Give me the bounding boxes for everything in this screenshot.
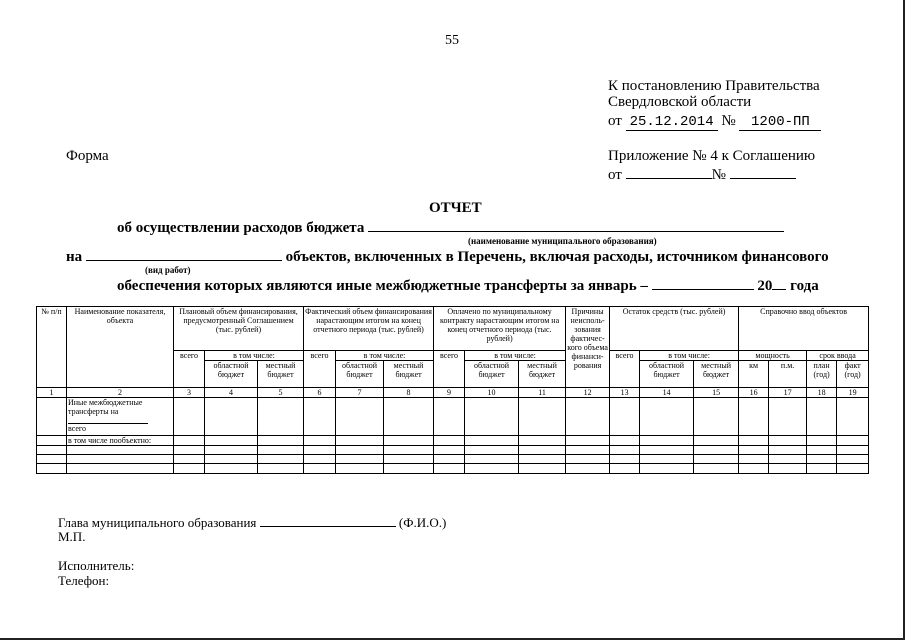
report-line-1-text: об осуществлении расходов бюджета (117, 220, 365, 236)
col-num-10: 10 (465, 388, 519, 398)
rest-total: всего (610, 351, 640, 388)
header-plan: Плановый объем финансирования, предусмотренный Соглашением (тыс. рублей) (174, 307, 304, 351)
report-line-1 (117, 219, 784, 237)
col-num-3: 3 (174, 388, 205, 398)
col-num-5: 5 (258, 388, 304, 398)
header-num: № п/п (37, 307, 67, 388)
appendix-date-blank (626, 166, 712, 179)
phone-label: Телефон: (58, 573, 110, 588)
paid-local: местный бюджет (519, 361, 566, 388)
ref-km: км (739, 361, 769, 388)
report-line-3 (117, 277, 819, 295)
col-num-14: 14 (640, 388, 694, 398)
year-prefix: 20 (757, 278, 773, 294)
by-object-label: в том числе пообъектно: (67, 436, 174, 446)
report-table (36, 306, 869, 474)
resolution-number-label: № (721, 113, 736, 129)
paid-incl: в том числе: (465, 351, 566, 361)
col-num-1: 1 (37, 388, 67, 398)
column-numbers-row (37, 388, 869, 398)
resolution-line-1: К постановлению Правительства (608, 78, 820, 94)
work-type-caption: (вид работ) (145, 265, 191, 275)
col-num-19: 19 (837, 388, 869, 398)
fact-incl: в том числе: (336, 351, 434, 361)
col-num-12: 12 (566, 388, 610, 398)
report-line-2-text: объектов, включенных в Перечень, включая расходы, источником финансового (285, 249, 829, 265)
paid-total: всего (434, 351, 465, 388)
table-row (37, 398, 869, 436)
appendix-number-label: № (711, 167, 726, 183)
ref-fact-year: факт (год) (837, 361, 869, 388)
ref-pm: п.м. (769, 361, 807, 388)
fio-label: (Ф.И.О.) (398, 515, 447, 530)
table-row (37, 436, 869, 446)
report-line-3-text: обеспечения которых являются иные межбюджетные трансферты за январь – (117, 278, 648, 294)
header-fact: Фактический объем финансирования нарастающим итогом на конец отчетного периода (тыс. рублей) (304, 307, 434, 351)
col-num-6: 6 (304, 388, 336, 398)
header-paid: Оплачено по муниципальному контракту нарастающим итогом на конец отчетного периода (тыс. рублей) (434, 307, 566, 351)
ref-deadline: срок ввода (807, 351, 869, 361)
transfers-blank (68, 416, 148, 424)
col-num-7: 7 (336, 388, 384, 398)
plan-regional: областной бюджет (205, 361, 258, 388)
report-line-2 (66, 248, 829, 266)
col-num-15: 15 (694, 388, 739, 398)
form-label: Форма (66, 148, 109, 164)
year-blank (772, 277, 786, 290)
report-title: ОТЧЕТ (429, 200, 482, 216)
executor-label: Исполнитель: (58, 558, 135, 573)
col-num-11: 11 (519, 388, 566, 398)
resolution-date-line (608, 113, 821, 131)
table-row (37, 464, 869, 474)
ref-plan-year: план (год) (807, 361, 837, 388)
fact-local: местный бюджет (384, 361, 434, 388)
report-line-2-prefix: на (66, 249, 83, 265)
resolution-line-2: Свердловской области (608, 94, 752, 110)
table-row (37, 455, 869, 464)
head-signature-line (58, 514, 446, 531)
header-reasons: Причины неисполь-зования фактичес-кого объема финанси-рования (566, 307, 610, 388)
page-number: 55 (445, 33, 459, 48)
ref-capacity: мощность (739, 351, 807, 361)
paid-regional: областной бюджет (465, 361, 519, 388)
rest-incl: в том числе: (640, 351, 739, 361)
col-num-9: 9 (434, 388, 465, 398)
stamp-label: М.П. (58, 529, 86, 544)
transfers-cell (67, 398, 174, 436)
year-suffix: года (790, 278, 819, 294)
row-total-label: всего (68, 424, 87, 433)
table-row (37, 446, 869, 455)
header-name: Наименование показателя, объекта (67, 307, 174, 388)
col-num-8: 8 (384, 388, 434, 398)
rest-regional: областной бюджет (640, 361, 694, 388)
rest-local: местный бюджет (694, 361, 739, 388)
header-rest: Остаток средств (тыс. рублей) (610, 307, 739, 351)
appendix-from-label: от (608, 167, 622, 183)
col-num-13: 13 (610, 388, 640, 398)
transfers-label: Иные межбюджетные трансферты на (68, 398, 143, 416)
col-num-2: 2 (67, 388, 174, 398)
col-num-18: 18 (807, 388, 837, 398)
plan-total: всего (174, 351, 205, 388)
appendix-date-line (608, 166, 796, 184)
municipality-caption: (наименование муниципального образования) (468, 236, 657, 246)
col-num-16: 16 (739, 388, 769, 398)
month-blank (652, 277, 754, 290)
municipality-blank (368, 219, 784, 232)
fact-regional: областной бюджет (336, 361, 384, 388)
resolution-from-label: от (608, 113, 622, 129)
header-reference: Справочно ввод объектов (739, 307, 869, 351)
plan-incl: в том числе: (205, 351, 304, 361)
appendix-number-blank (730, 166, 796, 179)
col-num-4: 4 (205, 388, 258, 398)
col-num-17: 17 (769, 388, 807, 398)
resolution-number: 1200-ПП (739, 114, 821, 131)
resolution-date: 25.12.2014 (626, 114, 718, 131)
plan-local: местный бюджет (258, 361, 304, 388)
appendix-line-1: Приложение № 4 к Соглашению (608, 148, 816, 164)
work-type-blank (86, 248, 282, 261)
head-signature-blank (260, 514, 396, 527)
head-label: Глава муниципального образования (58, 515, 257, 530)
fact-total: всего (304, 351, 336, 388)
